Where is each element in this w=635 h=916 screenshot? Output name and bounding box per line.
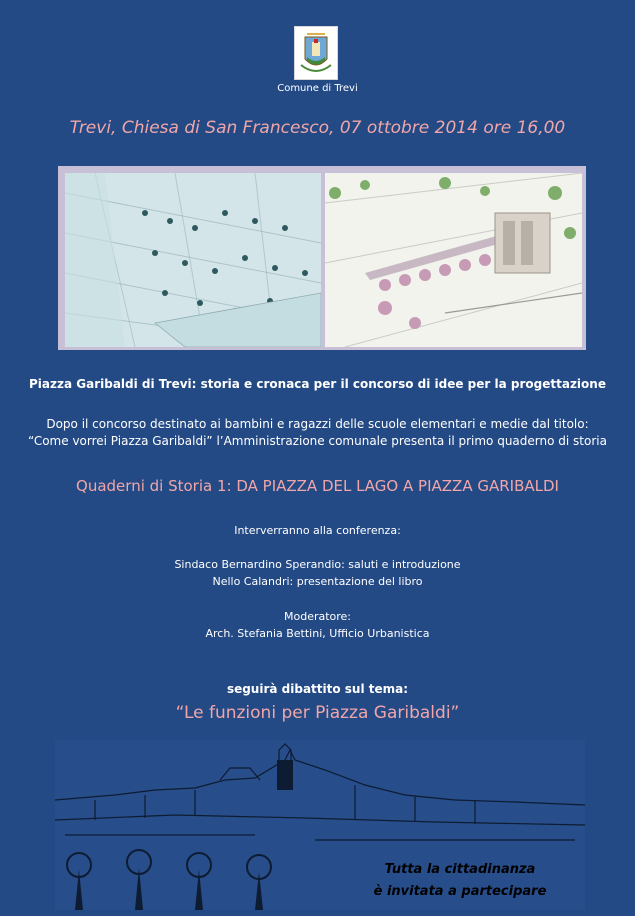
historical-map-image (65, 173, 321, 347)
maps-figure (58, 166, 586, 350)
footer-line-2: è invitata a partecipare (373, 884, 547, 899)
intro-line-1: Dopo il concorso destinato ai bambini e ragazzi delle scuole elementari e medie dal titolo: (46, 417, 589, 431)
debate-label: seguirà dibattito sul tema: (226, 682, 409, 696)
book-title: Quaderni di Storia 1: DA PIAZZA DEL LAGO A PIAZZA GARIBALDI (76, 477, 559, 495)
intro-line-2: “Come vorrei Piazza Garibaldi” l’Amministrazione comunale presenta il primo quaderno di storia (28, 434, 607, 448)
coat-of-arms-logo (294, 26, 338, 80)
project-plan-image (325, 173, 582, 347)
speaker-2: Nello Calandri: presentazione del libro (212, 575, 423, 588)
event-datetime: Trevi, Chiesa di San Francesco, 07 ottobre 2014 ore 16,00 (69, 118, 566, 138)
comune-label: Comune di Trevi (277, 83, 358, 94)
intro-headline: Piazza Garibaldi di Trevi: storia e cronaca per il concorso di idee per la progettazione (29, 377, 606, 391)
footer-line-1: Tutta la cittadinanza (384, 862, 536, 877)
debate-theme: “Le funzioni per Piazza Garibaldi” (175, 703, 460, 723)
moderator-name: Arch. Stefania Bettini, Ufficio Urbanistica (205, 627, 430, 640)
speakers-intro: Interverranno alla conferenza: (234, 524, 401, 537)
moderator-label: Moderatore: (283, 610, 352, 623)
speaker-1: Sindaco Bernardino Sperandio: saluti e introduzione (174, 558, 461, 571)
